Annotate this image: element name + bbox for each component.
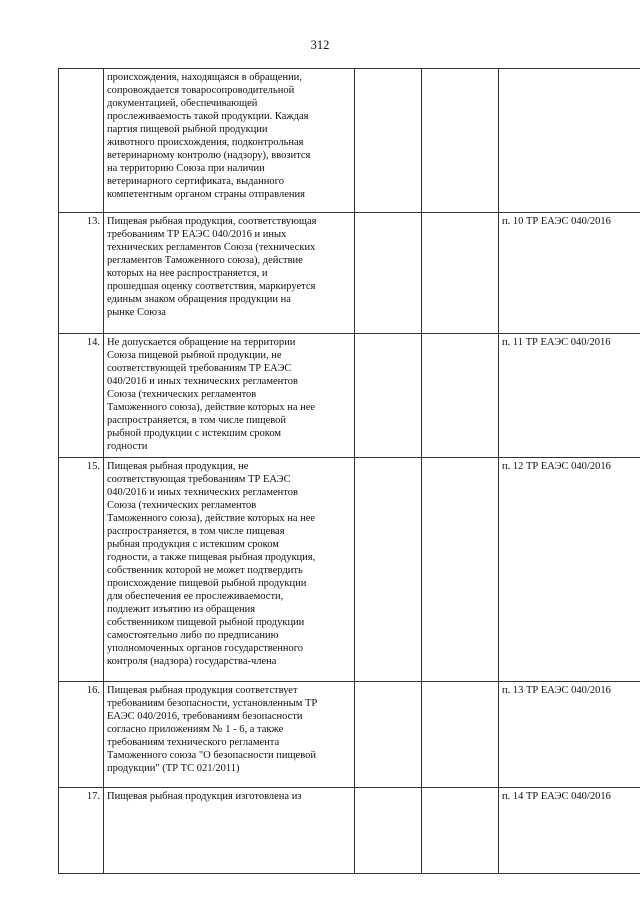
text-line: уполномоченных органов государственного — [107, 643, 304, 654]
text-line: соответствующей требованиям ТР ЕАЭС — [107, 363, 292, 374]
reference-cell: п. 13 ТР ЕАЭС 040/2016 — [499, 682, 640, 788]
requirement-text — [104, 213, 355, 334]
text-line: рыбная продукция с истекшим сроком — [107, 539, 279, 550]
page-number: 312 — [310, 38, 330, 52]
text-line: собственник которой не может подтвердить — [107, 565, 303, 576]
text-line: Пищевая рыбная продукция, не — [107, 461, 249, 472]
requirement-text — [104, 682, 355, 788]
text-line: распространяется, в том числе пищевой — [107, 415, 286, 426]
text-line: Пищевая рыбная продукция соответствует — [107, 685, 298, 696]
text-line: Пищевая рыбная продукция изготовлена из — [107, 791, 302, 802]
row-number: 13. — [59, 213, 104, 334]
text-line: происхождение пищевой рыбной продукции — [107, 578, 307, 589]
text-line: 040/2016 и иных технических регламентов — [107, 376, 298, 387]
answer-cell[interactable] — [422, 682, 499, 788]
text-line: технических регламентов Союза (технических — [107, 242, 316, 253]
answer-cell[interactable] — [355, 69, 422, 213]
reference-cell: п. 14 ТР ЕАЭС 040/2016 — [499, 788, 640, 874]
text-line: рынке Союза — [107, 307, 166, 318]
text-line: сопровождается товаросопроводительной — [107, 85, 295, 96]
answer-cell[interactable] — [422, 213, 499, 334]
row-number: 17. — [59, 788, 104, 874]
answer-cell[interactable] — [422, 458, 499, 682]
text-line: годности — [107, 441, 148, 452]
answer-cell[interactable] — [422, 334, 499, 458]
requirement-text — [104, 334, 355, 458]
answer-cell[interactable] — [355, 458, 422, 682]
answer-cell[interactable] — [355, 334, 422, 458]
text-line: животного происхождения, подконтрольная — [107, 137, 304, 148]
text-line: Пищевая рыбная продукция, соответствующая — [107, 216, 317, 227]
text-line: для обеспечения ее прослеживаемости, — [107, 591, 284, 602]
text-line: распространяется, в том числе пищевая — [107, 526, 285, 537]
reference-cell: п. 12 ТР ЕАЭС 040/2016 — [499, 458, 640, 682]
text-line: Таможенного союза), действие которых на нее — [107, 513, 316, 524]
requirement-text — [104, 458, 355, 682]
text-line: соответствующая требованиям ТР ЕАЭС — [107, 474, 291, 485]
text-line: согласно приложениям № 1 - 6, а также — [107, 724, 284, 735]
text-line: контроля (надзора) государства-члена — [107, 656, 277, 667]
text-line: Таможенного союза "О безопасности пищевой — [107, 750, 316, 761]
text-line: самостоятельно либо по предписанию — [107, 630, 279, 641]
answer-cell[interactable] — [422, 788, 499, 874]
table-row — [59, 334, 640, 458]
text-line: продукции" (ТР ТС 021/2011) — [107, 763, 240, 774]
answer-cell[interactable] — [355, 788, 422, 874]
text-line: происхождения, находящаяся в обращении, — [107, 72, 302, 83]
reference-cell — [499, 69, 640, 213]
text-line: компетентным органом страны отправления — [107, 189, 305, 200]
row-number: 16. — [59, 682, 104, 788]
text-line: рыбной продукции с истекшим сроком — [107, 428, 282, 439]
text-line: подлежит изъятию из обращения — [107, 604, 256, 615]
row-number: 14. — [59, 334, 104, 458]
text-line: ветеринарного сертификата, выданного — [107, 176, 284, 187]
table-row — [59, 788, 640, 874]
text-line: 040/2016 и иных технических регламентов — [107, 487, 298, 498]
answer-cell[interactable] — [422, 69, 499, 213]
text-line: которых на нее распространяется, и — [107, 268, 268, 279]
requirements-table — [58, 68, 640, 874]
text-line: Союза (технических регламентов — [107, 500, 257, 511]
table-row — [59, 213, 640, 334]
table-row — [59, 458, 640, 682]
text-line: ветеринарному контролю (надзору), ввозится — [107, 150, 311, 161]
row-number: 15. — [59, 458, 104, 682]
reference-cell: п. 11 ТР ЕАЭС 040/2016 — [499, 334, 640, 458]
text-line: Союза (технических регламентов — [107, 389, 257, 400]
answer-cell[interactable] — [355, 682, 422, 788]
text-line: прослеживаемость такой продукции. Каждая — [107, 111, 309, 122]
text-line: на территорию Союза при наличии — [107, 163, 265, 174]
text-line: годности, а также пищевая рыбная продукция, — [107, 552, 316, 563]
text-line: прошедшая оценку соответствия, маркируется — [107, 281, 316, 292]
text-line: Не допускается обращение на территории — [107, 337, 296, 348]
text-line: собственником пищевой рыбной продукции — [107, 617, 305, 628]
text-line: требованиям безопасности, установленным ТР — [107, 698, 318, 709]
row-number — [59, 69, 104, 213]
text-line: Союза пищевой рыбной продукции, не — [107, 350, 282, 361]
table-row — [59, 682, 640, 788]
text-line: Таможенного союза), действие которых на нее — [107, 402, 316, 413]
text-line: требованиям ТР ЕАЭС 040/2016 и иных — [107, 229, 287, 240]
requirement-text — [104, 788, 355, 874]
answer-cell[interactable] — [355, 213, 422, 334]
text-line: документацией, обеспечивающей — [107, 98, 258, 109]
table-row — [59, 69, 640, 213]
requirement-text — [104, 69, 355, 213]
text-line: требованиям технического регламента — [107, 737, 280, 748]
reference-cell: п. 10 ТР ЕАЭС 040/2016 — [499, 213, 640, 334]
text-line: партия пищевой рыбной продукции — [107, 124, 268, 135]
text-line: ЕАЭС 040/2016, требованиям безопасности — [107, 711, 303, 722]
text-line: единым знаком обращения продукции на — [107, 294, 291, 305]
text-line: регламентов Таможенного союза), действие — [107, 255, 303, 266]
